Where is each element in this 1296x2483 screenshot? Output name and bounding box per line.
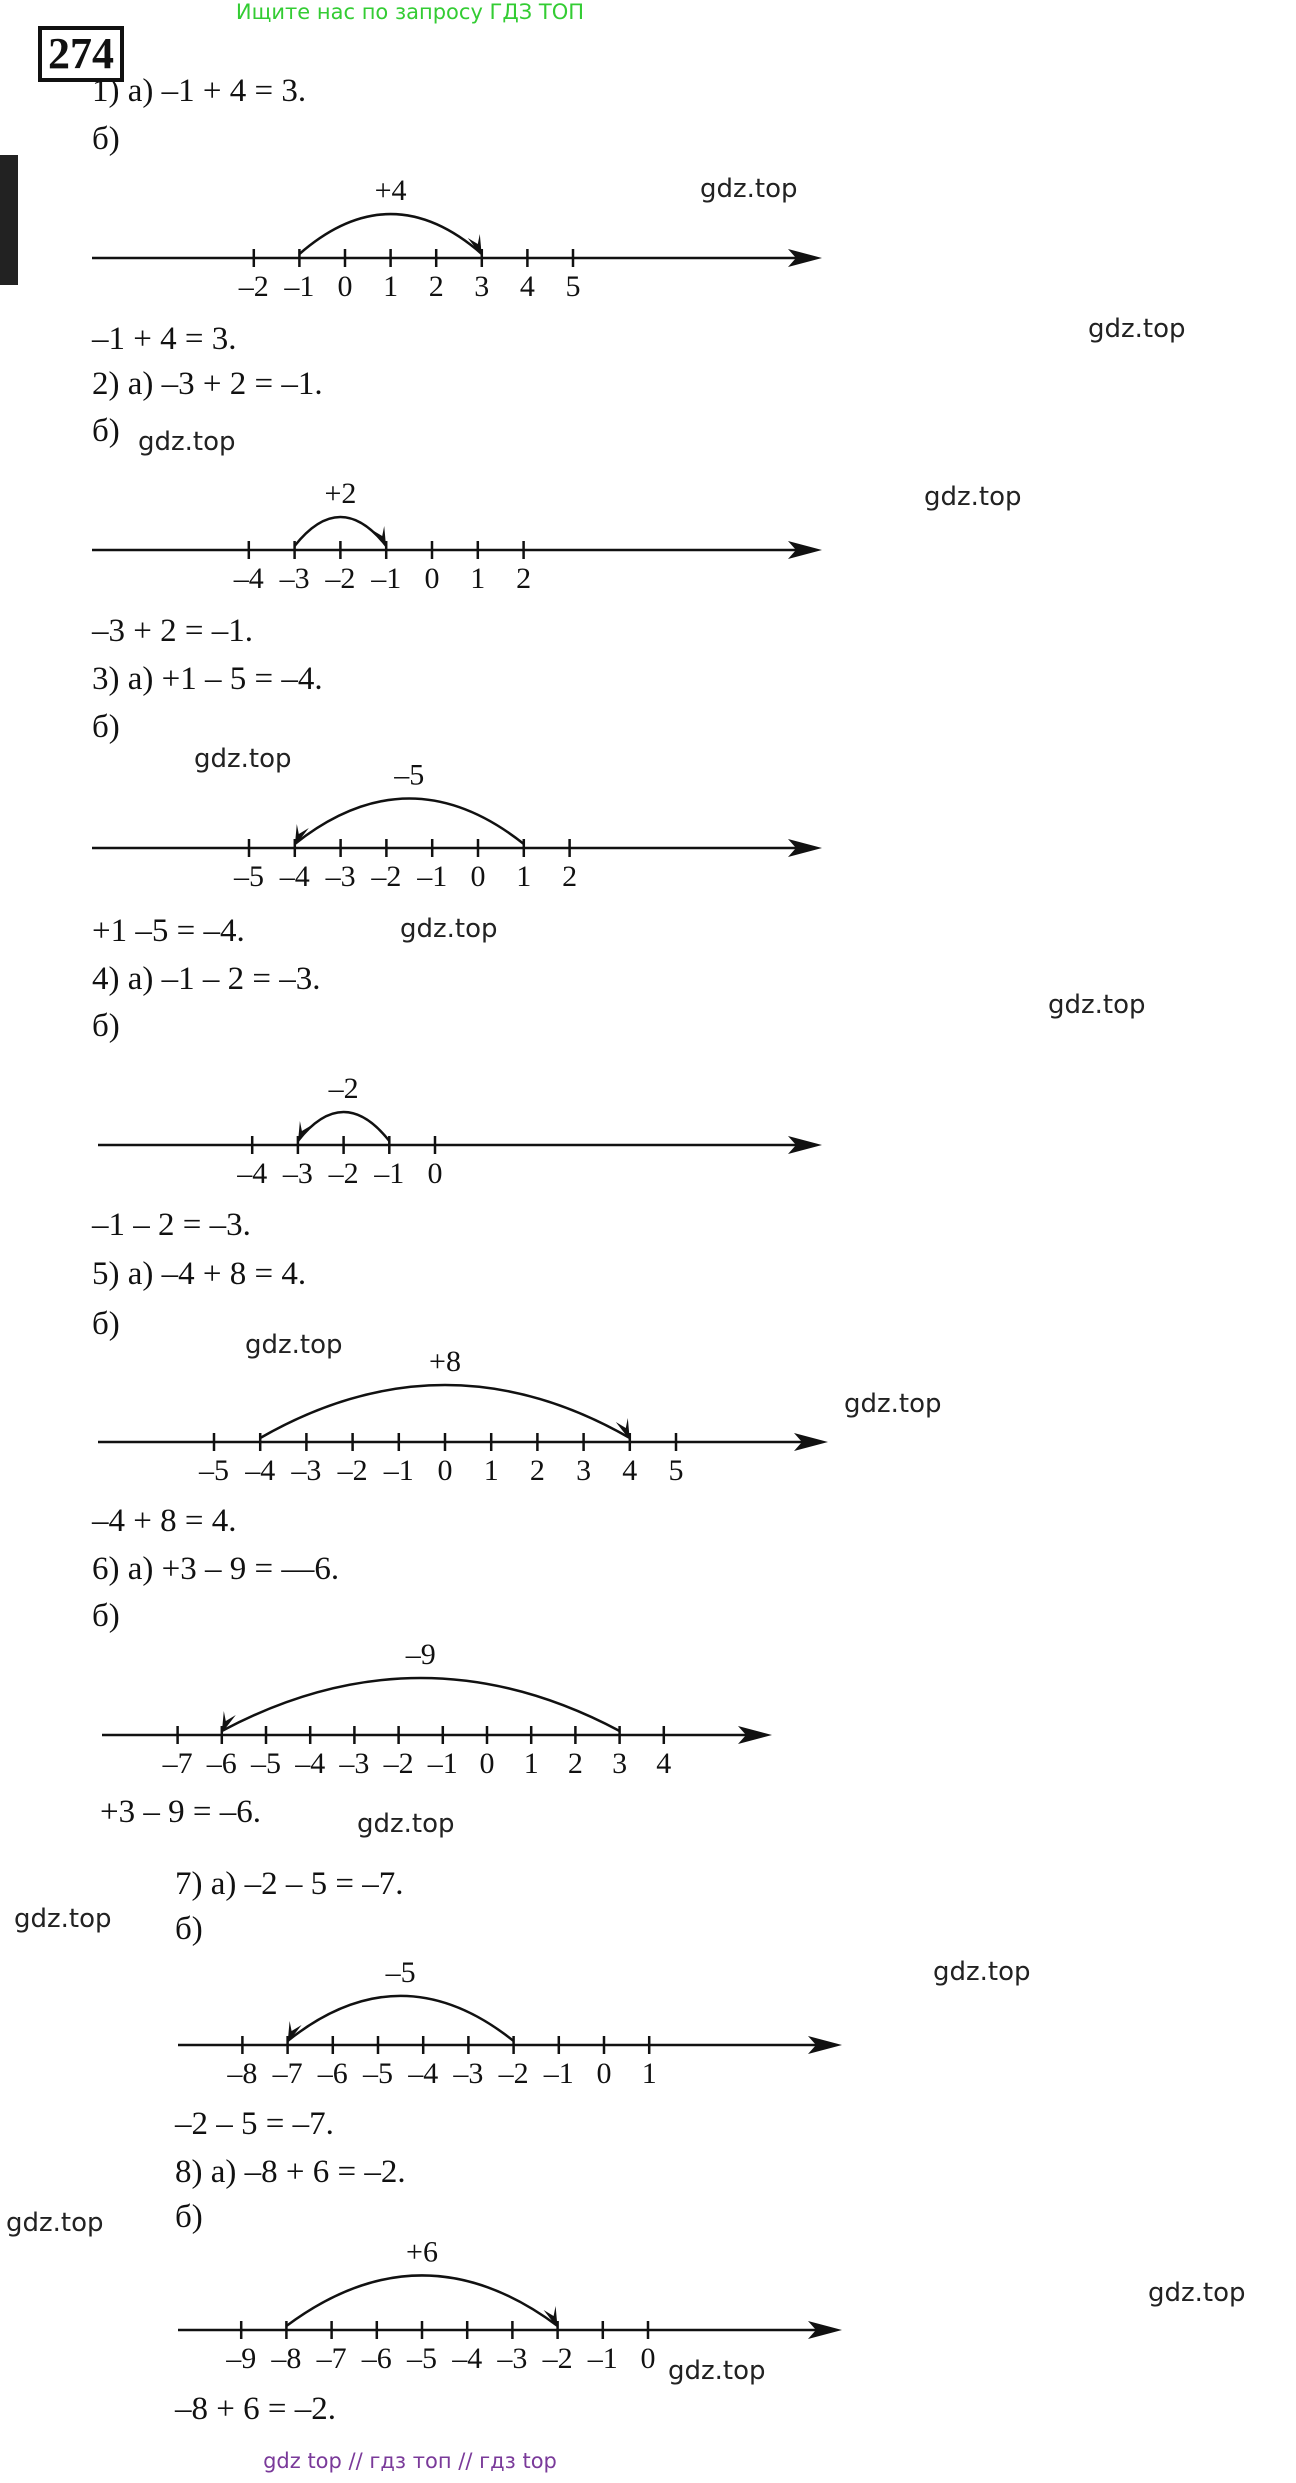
watermark: gdz.top — [924, 482, 1022, 512]
tick-label: –1 — [587, 2342, 618, 2375]
tick-label: –4 — [295, 1747, 326, 1780]
tick-label: –4 — [245, 1454, 276, 1487]
tick-label: –3 — [339, 1747, 370, 1780]
solution-line: б) — [92, 1008, 120, 1044]
tick-label: –1 — [543, 2057, 574, 2090]
watermark: gdz.top — [668, 2356, 766, 2386]
jump-label: +4 — [374, 174, 407, 208]
jump-arc — [260, 1385, 630, 1438]
watermark: gdz.top — [6, 2208, 104, 2238]
tick-label: 1 — [516, 860, 532, 893]
tick-label: –4 — [408, 2057, 439, 2090]
search-banner[interactable]: Ищите нас по запросу ГДЗ ТОП — [235, 0, 585, 24]
jump-label: –2 — [328, 1072, 359, 1106]
jump-arrowhead — [298, 1121, 312, 1143]
tick-label: –7 — [272, 2057, 303, 2090]
watermark: gdz.top — [700, 174, 798, 204]
solution-line: б) — [175, 2199, 203, 2235]
watermark: gdz.top — [844, 1389, 942, 1419]
solution-line: +1 –5 = –4. — [92, 913, 245, 949]
tick-label: –5 — [251, 1747, 281, 1780]
solution-line: 6) а) +3 – 9 = —6. — [92, 1551, 340, 1587]
jump-arrowhead — [372, 526, 386, 548]
watermark: gdz.top — [1148, 2278, 1246, 2308]
solution-line: –1 – 2 = –3. — [92, 1207, 251, 1243]
tick-label: 3 — [474, 270, 490, 303]
tick-label: 2 — [529, 1454, 545, 1487]
tick-label: 5 — [565, 270, 581, 303]
tick-label: –5 — [407, 2342, 437, 2375]
solution-line: б) — [92, 121, 120, 157]
tick-label: –2 — [238, 270, 269, 303]
tick-label: 5 — [668, 1454, 684, 1487]
jump-arrowhead — [616, 1418, 630, 1440]
tick-label: 3 — [576, 1454, 592, 1487]
watermark: gdz.top — [933, 1957, 1031, 1987]
tick-label: 1 — [483, 1454, 499, 1487]
jump-label: –5 — [385, 1955, 416, 1989]
solution-line: 2) а) –3 + 2 = –1. — [92, 366, 323, 402]
tick-label: 4 — [622, 1454, 638, 1487]
solution-line: б) — [92, 1598, 120, 1634]
footer-links[interactable]: gdz top // гдз топ // гдз top — [263, 2449, 557, 2473]
number-line — [0, 1955, 1296, 2090]
number-line — [0, 1638, 1296, 1780]
tick-label: 2 — [567, 1747, 583, 1780]
solution-line: –1 + 4 = 3. — [92, 321, 237, 357]
solution-line: 7) а) –2 – 5 = –7. — [175, 1866, 404, 1902]
tick-label: –4 — [233, 562, 264, 595]
tick-label: –2 — [337, 1454, 368, 1487]
tick-label: 0 — [424, 562, 440, 595]
watermark: gdz.top — [400, 914, 498, 944]
tick-label: 1 — [641, 2057, 657, 2090]
watermark: gdz.top — [1088, 314, 1186, 344]
tick-label: 0 — [596, 2057, 612, 2090]
tick-label: 0 — [479, 1747, 495, 1780]
tick-label: –8 — [227, 2057, 258, 2090]
tick-label: –3 — [325, 860, 356, 893]
tick-label: 2 — [428, 270, 444, 303]
tick-label: –5 — [199, 1454, 229, 1487]
tick-label: –2 — [371, 860, 402, 893]
tick-label: –6 — [361, 2342, 392, 2375]
watermark: gdz.top — [245, 1330, 343, 1360]
tick-label: –2 — [383, 1747, 414, 1780]
tick-label: –1 — [284, 270, 315, 303]
tick-label: –1 — [374, 1157, 405, 1190]
tick-label: 0 — [640, 2342, 656, 2375]
tick-label: –3 — [453, 2057, 484, 2090]
tick-label: 0 — [427, 1157, 443, 1190]
jump-label: –9 — [405, 1638, 436, 1671]
tick-label: 1 — [470, 562, 486, 595]
tick-label: –3 — [279, 562, 310, 595]
solution-line: б) — [175, 1911, 203, 1947]
tick-label: 3 — [612, 1747, 628, 1780]
solution-line: б) — [92, 1306, 120, 1342]
tick-label: –2 — [325, 562, 356, 595]
tick-label: 4 — [519, 270, 535, 303]
tick-label: –1 — [417, 860, 448, 893]
jump-arc — [286, 2275, 557, 2326]
solution-line: 8) а) –8 + 6 = –2. — [175, 2154, 406, 2190]
tick-label: –5 — [363, 2057, 393, 2090]
tick-label: –1 — [383, 1454, 414, 1487]
tick-label: –5 — [234, 860, 264, 893]
solution-line: б) — [92, 709, 120, 745]
tick-label: –1 — [371, 562, 402, 595]
tick-label: –2 — [328, 1157, 359, 1190]
watermark: gdz.top — [138, 427, 236, 457]
tick-label: –8 — [271, 2342, 302, 2375]
tick-label: –4 — [452, 2342, 483, 2375]
tick-label: –3 — [497, 2342, 528, 2375]
watermark: gdz.top — [14, 1904, 112, 1934]
tick-label: –4 — [237, 1157, 268, 1190]
jump-arc — [222, 1678, 620, 1731]
tick-label: 0 — [437, 1454, 453, 1487]
solution-line: 5) а) –4 + 8 = 4. — [92, 1256, 307, 1292]
tick-label: –9 — [226, 2342, 257, 2375]
jump-arc — [295, 799, 524, 844]
watermark: gdz.top — [194, 744, 292, 774]
tick-label: 2 — [516, 562, 532, 595]
jump-arc — [288, 1996, 514, 2041]
number-line — [0, 470, 1296, 595]
tick-label: 0 — [337, 270, 353, 303]
number-line — [0, 174, 1296, 303]
jump-label: +8 — [429, 1345, 461, 1378]
tick-label: 0 — [470, 860, 486, 893]
solution-line: 1) а) –1 + 4 = 3. — [92, 73, 307, 109]
tick-label: 1 — [383, 270, 399, 303]
solution-line: б) — [92, 413, 120, 449]
solution-line: –2 – 5 = –7. — [175, 2106, 334, 2142]
problem-number: 274 — [38, 26, 124, 82]
tick-label: –1 — [427, 1747, 458, 1780]
solution-line: 3) а) +1 – 5 = –4. — [92, 661, 323, 697]
jump-label: –5 — [394, 758, 425, 792]
tick-label: –4 — [279, 860, 310, 893]
watermark: gdz.top — [1048, 990, 1146, 1020]
jump-arc — [299, 214, 481, 254]
jump-label: +2 — [324, 477, 357, 511]
tick-label: 2 — [562, 860, 578, 893]
tick-label: –2 — [498, 2057, 529, 2090]
tick-label: –2 — [542, 2342, 573, 2375]
tick-label: –7 — [316, 2342, 347, 2375]
solution-line: –8 + 6 = –2. — [175, 2391, 336, 2427]
tick-label: –7 — [162, 1747, 193, 1780]
tick-label: 4 — [656, 1747, 672, 1780]
number-line — [0, 1065, 1296, 1190]
solution-line: 4) а) –1 – 2 = –3. — [92, 961, 321, 997]
solution-line: –4 + 8 = 4. — [92, 1503, 237, 1539]
tick-label: –6 — [317, 2057, 348, 2090]
solution-line: +3 – 9 = –6. — [100, 1794, 261, 1830]
tick-label: –3 — [291, 1454, 322, 1487]
tick-label: –6 — [206, 1747, 237, 1780]
solution-line: –3 + 2 = –1. — [92, 613, 253, 649]
jump-arrowhead — [222, 1711, 236, 1733]
jump-label: +6 — [406, 2235, 438, 2269]
tick-label: 1 — [523, 1747, 539, 1780]
tick-label: –3 — [282, 1157, 313, 1190]
watermark: gdz.top — [357, 1809, 455, 1839]
